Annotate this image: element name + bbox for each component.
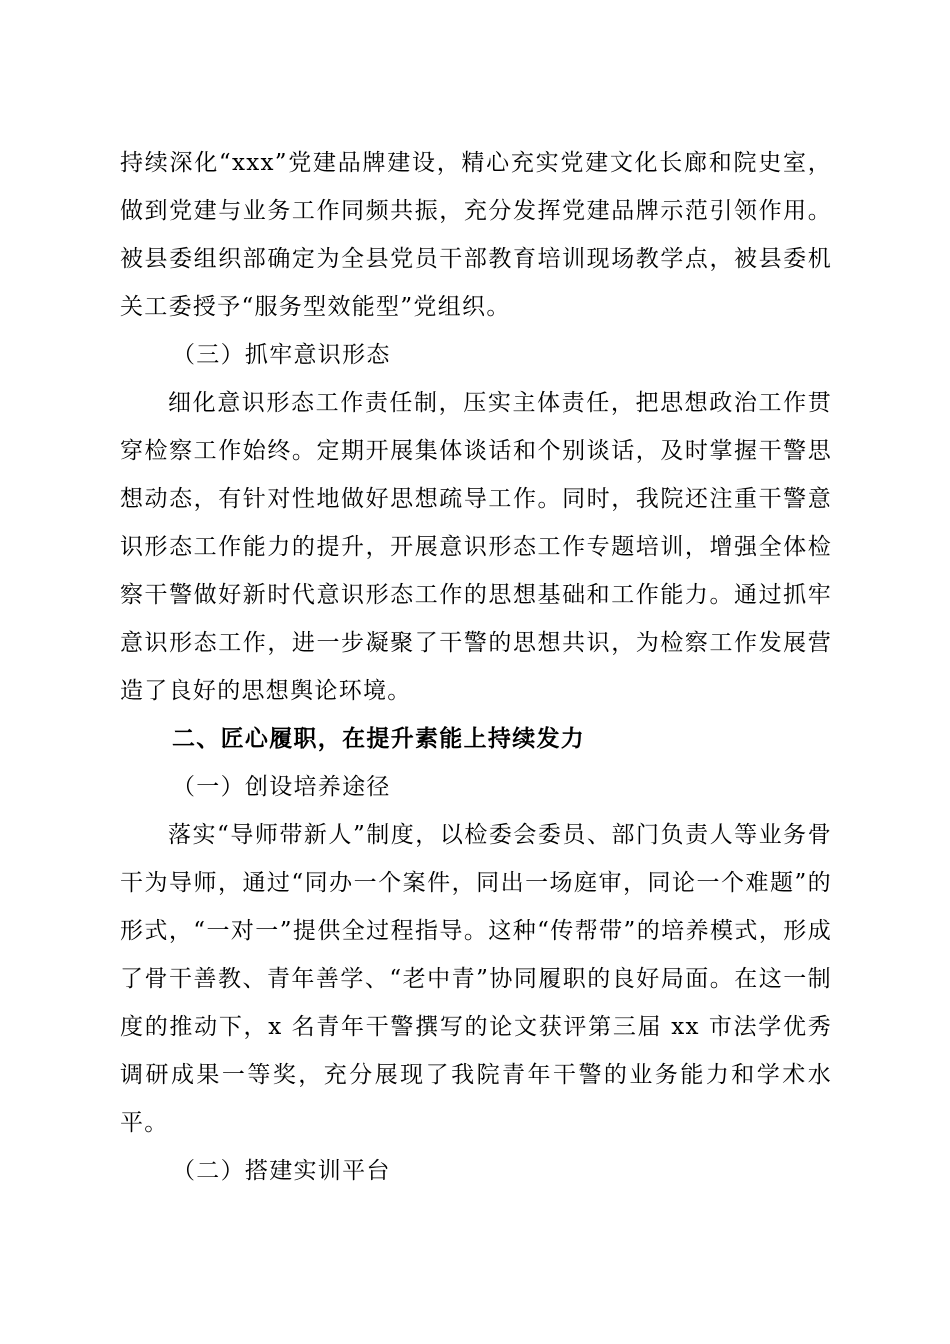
- paragraph-party-brand: 持续深化“xxx”党建品牌建设，精心充实党建文化长廊和院史室，做到党建与业务工作同频共振，充分发挥党建品牌示范引领作用。被县委组织部确定为全县党员干部教育培训现场教学点，被县委机关工委授予“服务型效能型”党组织。: [120, 150, 832, 320]
- section-heading-training-path: （一）创设培养途径: [172, 774, 391, 800]
- document-body: [120, 139, 832, 1195]
- paragraph-mentor-program: 落实“导师带新人”制度，以检委会委员、部门负责人等业务骨干为导师，通过“同办一个案件，同出一场庭审，同论一个难题”的形式，“一对一”提供全过程指导。这种“传帮带”的培养模式，形成了骨干善教、青年善学、“老中青”协同履职的良好局面。在这一制度的推动下，x 名青年干警撰写的论文获评第三届 xx 市法学优秀调研成果一等奖，充分展现了我院青年干警的业务能力和学术水平。: [120, 822, 832, 1136]
- section-heading-training-platform: （二）搭建实训平台: [172, 1158, 391, 1184]
- chapter-heading-duty: 二、匠心履职，在提升素能上持续发力: [172, 726, 586, 752]
- paragraph-ideology: 细化意识形态工作责任制，压实主体责任，把思想政治工作贯穿检察工作始终。定期开展集体谈话和个别谈话，及时掌握干警思想动态，有针对性地做好思想疏导工作。同时，我院还注重干警意识形态工作能力的提升，开展意识形态工作专题培训，增强全体检察干警做好新时代意识形态工作的思想基础和工作能力。通过抓牢意识形态工作，进一步凝聚了干警的思想共识，为检察工作发展营造了良好的思想舆论环境。: [120, 390, 832, 704]
- section-heading-ideology: （三）抓牢意识形态: [172, 342, 391, 368]
